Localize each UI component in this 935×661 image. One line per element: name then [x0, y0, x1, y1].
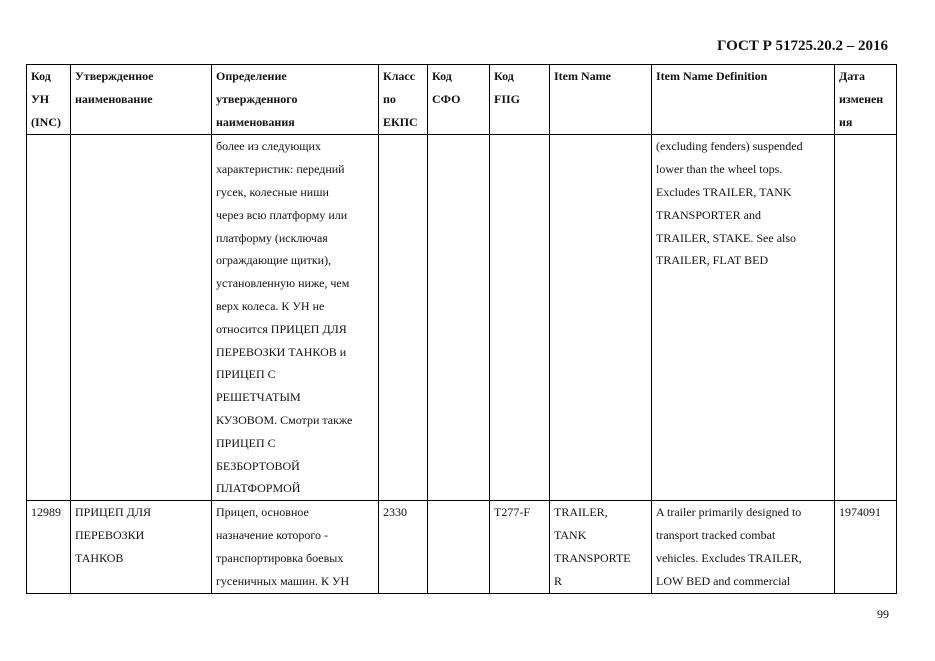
page-number: 99: [877, 607, 889, 621]
cell-item-name-definition: (excluding fenders) suspended lower than the wheel tops. Excludes TRAILER, TANK TRANSPORTER and TRAILER, STAKE. See also TRAILER, FLAT BED: [652, 135, 835, 501]
cell-item-name: [550, 135, 652, 501]
cell-approved-name: [71, 135, 212, 501]
cell-item-name: TRAILER, TANK TRANSPORTE R: [550, 501, 652, 594]
cell-definition-ru: Прицеп, основное назначение которого - транспортировка боевых гусеничных машин. К УН: [212, 501, 379, 594]
column-header-item-name: Item Name: [550, 65, 652, 135]
column-header-change-date: Дата изменен ия: [835, 65, 897, 135]
cell-definition-ru: более из следующих характеристик: передний гусек, колесные ниши через всю платформу или платформу (исключая ограждающие щитки), установленную ниже, чем верх колеса. К УН не относится ПРИЦЕП ДЛЯ ПЕРЕВОЗКИ ТАНКОВ и ПРИЦЕП С РЕШЕТЧАТЫМ КУЗОВОМ. Смотри также ПРИЦЕП С БЕЗБОРТОВОЙ ПЛАТФОРМОЙ: [212, 135, 379, 501]
cell-class: [379, 135, 428, 501]
cell-class: 2330: [379, 501, 428, 594]
column-header-sfo: Код СФО: [428, 65, 490, 135]
cell-item-name-definition: A trailer primarily designed to transport tracked combat vehicles. Excludes TRAILER, LOW BED and commercial: [652, 501, 835, 594]
cell-approved-name: ПРИЦЕП ДЛЯ ПЕРЕВОЗКИ ТАНКОВ: [71, 501, 212, 594]
column-header-definition-ru: Определение утвержденного наименования: [212, 65, 379, 135]
table-header-row: [27, 65, 897, 135]
table-row-continued: [27, 135, 897, 501]
column-header-class: Класс по ЕКПС: [379, 65, 428, 135]
document-standard-header: ГОСТ Р 51725.20.2 – 2016: [716, 38, 888, 54]
column-header-fiig: Код FIIG: [490, 65, 550, 135]
cell-change-date: [835, 135, 897, 501]
cell-sfo: [428, 135, 490, 501]
column-header-inc: Код УН (INC): [27, 65, 71, 135]
nomenclature-table: [26, 64, 897, 594]
cell-fiig: T277-F: [490, 501, 550, 594]
column-header-approved-name: Утвержденное наименование: [71, 65, 212, 135]
cell-inc: 12989: [27, 501, 71, 594]
cell-sfo: [428, 501, 490, 594]
cell-change-date: 1974091: [835, 501, 897, 594]
table-row-12989: [27, 501, 897, 594]
cell-fiig: [490, 135, 550, 501]
cell-inc: [27, 135, 71, 501]
column-header-item-name-definition: Item Name Definition: [652, 65, 835, 135]
